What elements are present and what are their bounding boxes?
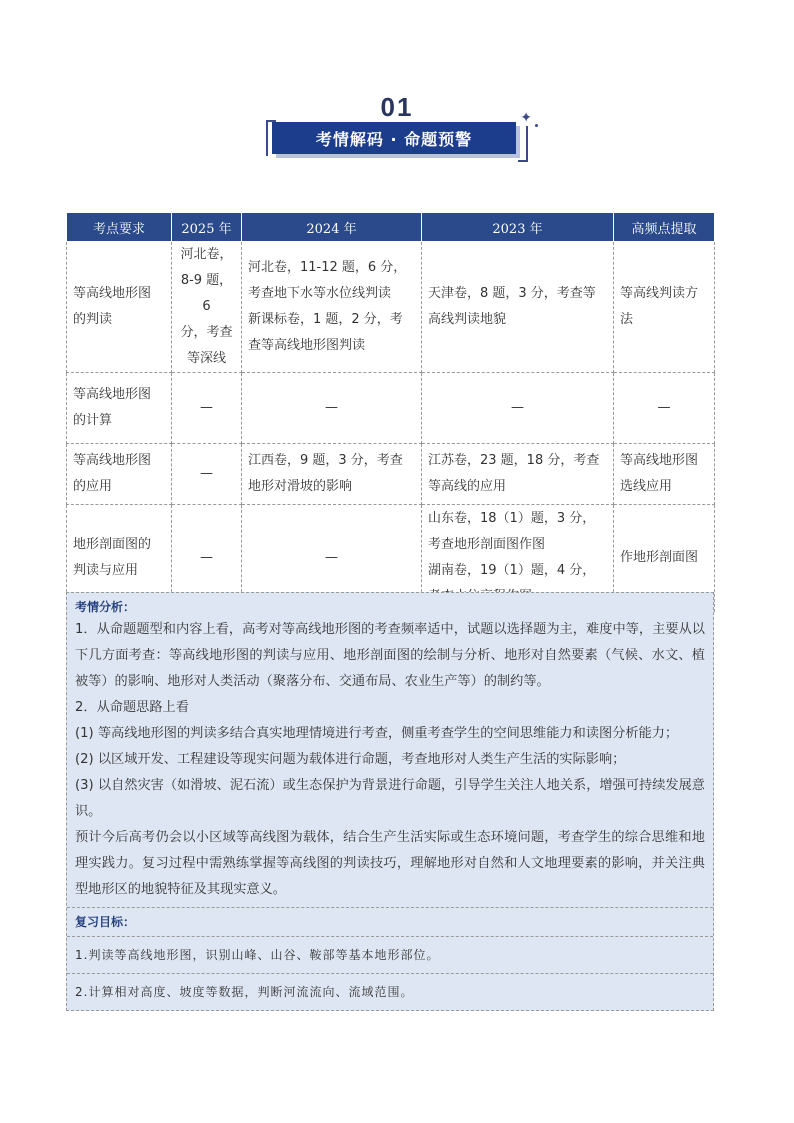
cell-2025: — xyxy=(172,444,242,505)
cell-2024: — xyxy=(242,505,422,612)
header-2023: 2023 年 xyxy=(422,213,614,242)
goal-item: 2.计算相对高度、坡度等数据，判断河流流向、流域范围。 xyxy=(75,985,414,999)
analysis-paragraph: (3) 以自然灾害（如滑坡、泥石流）或生态保护为背景进行命题，引导学生关注人地关系，增强可持续发展意识。 xyxy=(75,778,705,819)
exam-table xyxy=(66,212,715,612)
section-title: 考情解码 · 命题预警 xyxy=(272,122,516,154)
cell-topic: 等高线地形图 的应用 xyxy=(67,444,172,505)
section-banner xyxy=(266,110,532,166)
cell-2024: 江西卷，9 题，3 分，考查 地形对滑坡的影响 xyxy=(242,444,422,505)
cell-frequent: 等高线判读方 法 xyxy=(614,242,715,373)
cell-2025: 河北卷， 8-9 题，6 分，考查 等深线 xyxy=(172,242,242,373)
header-frequent: 高频点提取 xyxy=(614,213,715,242)
cell-topic: 等高线地形图 的计算 xyxy=(67,373,172,444)
cell-frequent: 等高线地形图 选线应用 xyxy=(614,444,715,505)
dot-icon xyxy=(535,124,538,127)
table-row xyxy=(67,242,715,373)
goals-heading: 复习目标： xyxy=(75,915,136,929)
cell-2024: 河北卷，11-12 题，6 分， 考查地下水等水位线判读 新课标卷，1 题，2 分，考 查等高线地形图判读 xyxy=(242,242,422,373)
cell-topic: 地形剖面图的 判读与应用 xyxy=(67,505,172,612)
cell-2024: — xyxy=(242,373,422,444)
cell-2025: — xyxy=(172,373,242,444)
sparkle-icon: ✦ xyxy=(520,110,532,126)
analysis-paragraph: 预计今后高考仍会以小区域等高线图为载体，结合生产生活实际或生态环境问题，考查学生的综合思维和地理实践力。复习过程中需熟练掌握等高线图的判读技巧，理解地形对自然和人文地理要素的影响，并关注典型地形区的地貌特征及其现实意义。 xyxy=(75,830,705,897)
cell-2023: 天津卷，8 题，3 分，考查等 高线判读地貌 xyxy=(422,242,614,373)
cell-2025: — xyxy=(172,505,242,612)
header-2024: 2024 年 xyxy=(242,213,422,242)
cell-2023: 江苏卷，23 题，18 分，考查 等高线的应用 xyxy=(422,444,614,505)
analysis-paragraph: (1) 等高线地形图的判读多结合真实地理情境进行考查，侧重考查学生的空间思维能力和读图分析能力； xyxy=(75,726,679,741)
cell-2023: 山东卷，18（1）题，3 分， 考查地形剖面图作图 湖南卷，19（1）题，4 分， xyxy=(422,505,614,612)
table-row xyxy=(67,444,715,505)
table-header-row xyxy=(67,213,715,242)
analysis-heading: 考情分析： xyxy=(75,600,136,614)
goals-section xyxy=(67,908,713,936)
table-row xyxy=(67,373,715,444)
analysis-paragraph: 1．从命题题型和内容上看，高考对等高线地形图的考查频率适中，试题以选择题为主，难度中等，主要从以下几方面考查：等高线地形图的判读与应用、地形剖面图的绘制与分析、地形对自然要素（气候、水文、植被等）的影响、地形对人类活动（聚落分布、交通布局、农业生产等）的制约等。 xyxy=(75,622,705,689)
cell-2023: — xyxy=(422,373,614,444)
analysis-paragraph: (2) 以区域开发、工程建设等现实问题为载体进行命题，考查地形对人类生产生活的实际影响； xyxy=(75,752,626,767)
cell-frequent: — xyxy=(614,373,715,444)
cell-frequent: 作地形剖面图 xyxy=(614,505,715,612)
analysis-section xyxy=(67,593,713,907)
analysis-box xyxy=(66,592,714,1011)
cell-topic: 等高线地形图 的判读 xyxy=(67,242,172,373)
section-number: 01 xyxy=(380,92,414,122)
analysis-paragraph: 2．从命题思路上看 xyxy=(75,700,189,715)
header-2025: 2025 年 xyxy=(172,213,242,242)
goal-item: 1.判读等高线地形图，识别山峰、山谷、鞍部等基本地形部位。 xyxy=(75,948,440,962)
header-topic: 考点要求 xyxy=(67,213,172,242)
